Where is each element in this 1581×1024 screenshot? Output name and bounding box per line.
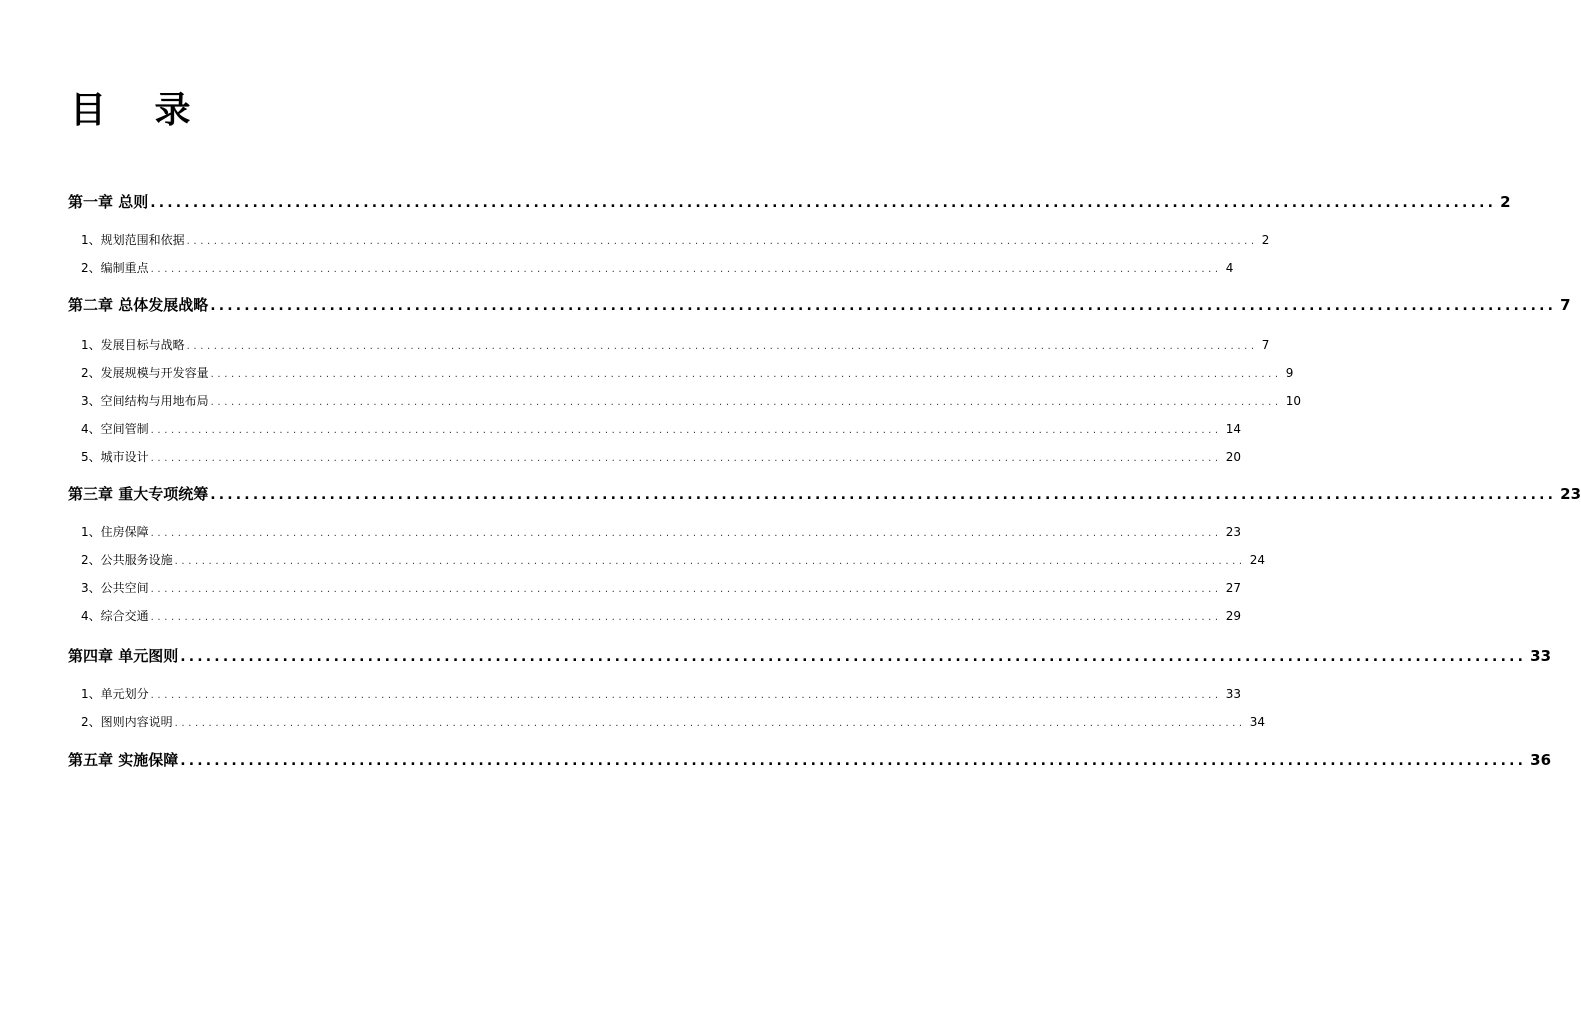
toc-entry-label: 第三章 重大专项统筹 <box>68 485 209 503</box>
toc-section-3-1[interactable] <box>81 523 1241 541</box>
toc-entry-label: 2、编制重点 <box>81 261 149 275</box>
toc-section-2-1[interactable] <box>81 336 1270 354</box>
toc-section-1-1[interactable] <box>81 231 1270 249</box>
toc-entry-label: 3、空间结构与用地布局 <box>81 394 209 408</box>
toc-entry-label: 第二章 总体发展战略 <box>68 296 209 314</box>
toc-entry-label: 第四章 单元图则 <box>68 647 179 665</box>
toc-page-number: 7 <box>1560 296 1571 314</box>
leader-dots: .............................................................................................................................................................. <box>174 556 1246 567</box>
leader-dots: .............................................................................................................................................................. <box>150 264 1222 275</box>
toc-entry-label: 2、发展规模与开发容量 <box>81 366 209 380</box>
toc-chapter-1[interactable] <box>68 191 1511 213</box>
toc-section-2-3[interactable] <box>81 392 1301 410</box>
toc-page-number: 14 <box>1225 422 1241 436</box>
toc-page-number: 36 <box>1530 751 1552 769</box>
leader-dots: .............................................................................................................................................................. <box>186 341 1258 352</box>
page-title: 目 录 <box>70 90 209 131</box>
toc-page-number: 4 <box>1225 261 1234 275</box>
toc-page-number: 33 <box>1530 647 1552 665</box>
toc-chapter-3[interactable] <box>68 483 1581 505</box>
toc-entry-label: 1、住房保障 <box>81 525 149 539</box>
leader-dots: .............................................................................................................................................................. <box>210 487 1557 503</box>
toc-page-number: 29 <box>1225 609 1241 623</box>
leader-dots: .............................................................................................................................................................. <box>180 753 1527 769</box>
toc-page-number: 24 <box>1249 553 1265 567</box>
toc-entry-label: 1、规划范围和依据 <box>81 233 185 247</box>
toc-section-3-2[interactable] <box>81 551 1265 569</box>
leader-dots: .............................................................................................................................................................. <box>210 298 1557 314</box>
toc-section-4-2[interactable] <box>81 713 1265 731</box>
toc-entry-label: 1、发展目标与战略 <box>81 338 185 352</box>
toc-chapter-4[interactable] <box>68 645 1552 667</box>
leader-dots: .............................................................................................................................................................. <box>150 612 1222 623</box>
toc-entry-label: 4、空间管制 <box>81 422 149 436</box>
leader-dots: .............................................................................................................................................................. <box>186 236 1258 247</box>
toc-entry-label: 5、城市设计 <box>81 450 149 464</box>
toc-section-2-5[interactable] <box>81 448 1241 466</box>
leader-dots: .............................................................................................................................................................. <box>180 649 1527 665</box>
toc-page-number: 2 <box>1261 233 1270 247</box>
toc-page-number: 27 <box>1225 581 1241 595</box>
toc-entry-label: 2、公共服务设施 <box>81 553 173 567</box>
toc-page-number: 10 <box>1285 394 1301 408</box>
leader-dots: .............................................................................................................................................................. <box>174 718 1246 729</box>
toc-entry-label: 第五章 实施保障 <box>68 751 179 769</box>
toc-page-number: 23 <box>1225 525 1241 539</box>
toc-section-3-3[interactable] <box>81 579 1241 597</box>
toc-page-number: 23 <box>1560 485 1581 503</box>
leader-dots: .............................................................................................................................................................. <box>210 369 1282 380</box>
leader-dots: .............................................................................................................................................................. <box>150 425 1222 436</box>
toc-page-number: 7 <box>1261 338 1270 352</box>
toc-entry-label: 1、单元划分 <box>81 687 149 701</box>
toc-chapter-2[interactable] <box>68 294 1571 316</box>
leader-dots: .............................................................................................................................................................. <box>150 453 1222 464</box>
toc-page-number: 34 <box>1249 715 1265 729</box>
leader-dots: .............................................................................................................................................................. <box>210 397 1282 408</box>
toc-section-1-2[interactable] <box>81 259 1234 277</box>
toc-page-number: 33 <box>1225 687 1241 701</box>
toc-entry-label: 第一章 总则 <box>68 193 149 211</box>
toc-entry-label: 3、公共空间 <box>81 581 149 595</box>
toc-section-3-4[interactable] <box>81 607 1241 625</box>
leader-dots: .............................................................................................................................................................. <box>150 528 1222 539</box>
toc-section-2-4[interactable] <box>81 420 1241 438</box>
toc-page-number: 9 <box>1285 366 1294 380</box>
toc-page-number: 2 <box>1500 193 1511 211</box>
toc-page-number: 20 <box>1225 450 1241 464</box>
leader-dots: .............................................................................................................................................................. <box>150 690 1222 701</box>
toc-chapter-5[interactable] <box>68 749 1552 771</box>
toc-entry-label: 2、图则内容说明 <box>81 715 173 729</box>
toc-section-4-1[interactable] <box>81 685 1241 703</box>
toc-entry-label: 4、综合交通 <box>81 609 149 623</box>
toc-section-2-2[interactable] <box>81 364 1294 382</box>
leader-dots: .............................................................................................................................................................. <box>150 195 1497 211</box>
leader-dots: .............................................................................................................................................................. <box>150 584 1222 595</box>
